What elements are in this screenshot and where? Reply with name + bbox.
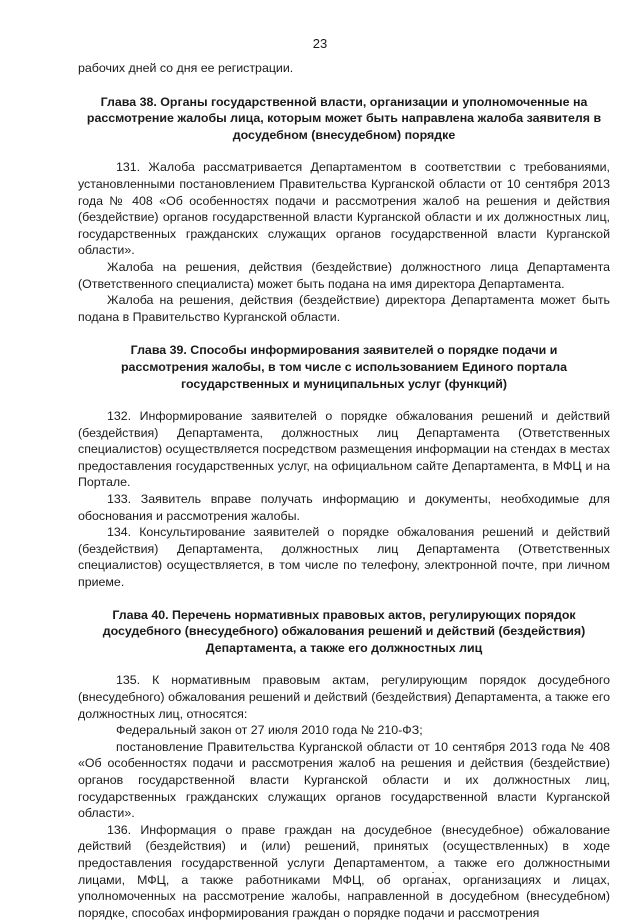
chapter-39-heading: Глава 39. Способы информирования заявителей о порядке подачи и рассмотрения жалобы, в том числе с использованием Единого портала государственных и муниципальных услуг (функций)	[120, 343, 567, 391]
page-number: 23	[312, 36, 328, 51]
paragraph-135: 135. К нормативным правовым актам, регулирующим порядок досудебного (внесудебного) обжалования решений и действий (бездействия) Департамента, а также его должностных лиц, относятся:	[78, 673, 610, 721]
paragraph-135-resolution: постановление Правительства Курганской области от 10 сентября 2013 года № 408 «Об особенностях подачи и рассмотрения жалоб на решения и действия (бездействие) органов государственной власти Курганской области и их должностных лиц, государственных гражданских служащих органов государственной власти Курганской области».	[78, 739, 610, 821]
paragraph-135-federal-law: Федеральный закон от 27 июля 2010 года № 210-ФЗ;	[116, 723, 423, 738]
document-body	[78, 60, 610, 921]
paragraph-131: 131. Жалоба рассматривается Департаментом в соответствии с требованиями, установленными постановлением Правительства Курганской области от 10 сентября 2013 года № 408 «Об особенностях подачи и рассмотрения жалоб на решения и действия (бездействие) органов государственной власти Курганской области и их должностных лиц, государственных гражданских служащих органов государственной власти Курганской области».	[78, 160, 610, 258]
paragraph-136: 136. Информация о праве граждан на досудебное (внесудебное) обжалование действий (бездействия) и (или) решений, принятых (осуществленных) в ходе предоставления государственной услуги Департаментом, а также его должностными лицами, МФЦ, а также работниками МФЦ, об органах, организациях и лицах, уполномоченных на рассмотрение жалобы, направленной в досудебном (внесудебном) порядке, способах информирования граждан о порядке подачи и рассмотрения	[78, 822, 610, 920]
chapter-40-heading: Глава 40. Перечень нормативных правовых актов, регулирующих порядок досудебного (внесудебного) обжалования решений и действий (бездействия) Департамента, а также его должностных лиц	[102, 607, 586, 655]
intro-line: рабочих дней со дня ее регистрации.	[78, 61, 294, 75]
paragraph-132: 132. Информирование заявителей о порядке обжалования решений и действий (бездействия) Департамента, должностных лиц Департамента (Ответственных специалистов) осуществляется посредством размещения информации на стендах в местах предоставления государственных услуг, на официальном сайте Департамента, в МФЦ и на Портале.	[78, 409, 610, 490]
paragraph-131-complaint-official: Жалоба на решения, действия (бездействие) должностного лица Департамента (Ответственного специалиста) может быть подана на имя директора Департамента.	[78, 259, 610, 291]
scan-speck	[432, 872, 434, 873]
paragraph-134: 134. Консультирование заявителей о порядке обжалования решений и действий (бездействия) Департамента, должностных лиц Департамента (Ответственных специалистов) осуществляется, в том числе по телефону, электронной почте, при личном приеме.	[78, 525, 610, 590]
paragraph-131-complaint-director: Жалоба на решения, действия (бездействие) директора Департамента может быть подана в Правительство Курганской области.	[78, 293, 610, 324]
chapter-38-heading: Глава 38. Органы государственной власти, организации и уполномоченные на рассмотрение жалобы лица, которым может быть направлена жалоба заявителя в досудебном (внесудебном) порядке	[86, 94, 602, 142]
paragraph-133: 133. Заявитель вправе получать информацию и документы, необходимые для обоснования и рассмотрения жалобы.	[78, 492, 610, 523]
